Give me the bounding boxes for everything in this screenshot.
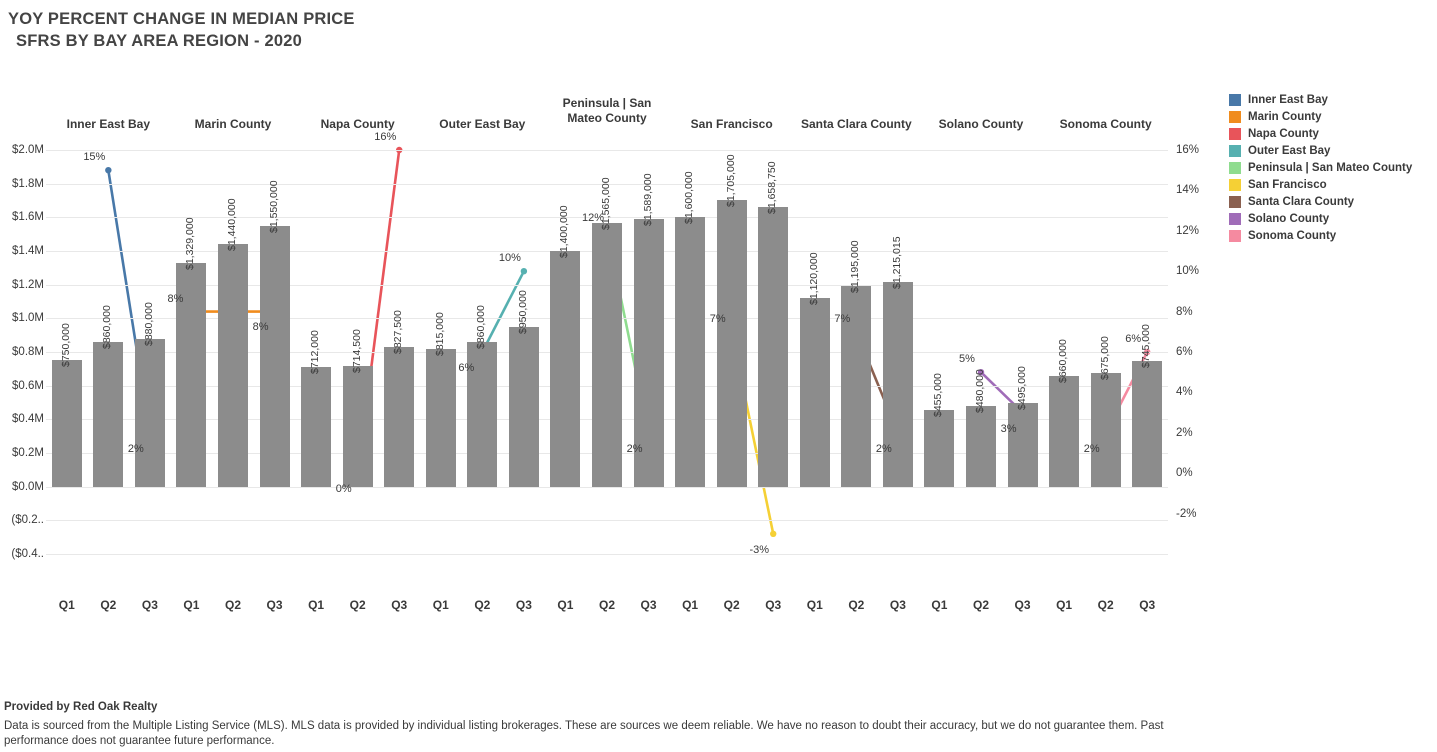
bar-value-label: $1,120,000 <box>807 252 820 306</box>
left-axis-tick: $0.8M <box>12 346 44 358</box>
x-axis-quarter-label: Q2 <box>848 598 865 612</box>
title-line-2: SFRS BY BAY AREA REGION - 2020 <box>16 32 302 51</box>
legend-label: Marin County <box>1248 111 1322 123</box>
left-axis <box>0 144 44 560</box>
legend-label: Peninsula | San Mateo County <box>1248 162 1413 174</box>
chart-plot-area <box>46 131 1168 556</box>
left-axis-tick: $1.0M <box>12 312 44 325</box>
page-title <box>8 8 355 53</box>
left-axis-tick: $0.2M <box>12 447 44 459</box>
right-axis-tick: 6% <box>1176 346 1193 358</box>
percent-change-label: 2% <box>626 442 643 455</box>
bar-value-label: $1,658,750 <box>766 161 779 215</box>
legend-label: San Francisco <box>1248 179 1327 191</box>
x-axis-quarter-label: Q2 <box>224 598 241 612</box>
bar-value-label: $1,400,000 <box>558 205 571 258</box>
x-axis-quarter-label: Q3 <box>1139 598 1156 612</box>
bar-value-label: $815,000 <box>433 312 446 357</box>
bar <box>1132 361 1162 486</box>
bar-value-label: $675,000 <box>1098 336 1111 381</box>
bar <box>883 282 913 487</box>
percent-change-label: 6% <box>1125 333 1142 345</box>
legend-label: Solano County <box>1248 213 1330 225</box>
legend-item[interactable] <box>1229 145 1437 157</box>
bar <box>675 217 705 486</box>
bar <box>426 349 456 486</box>
bar <box>509 327 539 487</box>
bar <box>758 207 788 486</box>
bar-value-label: $1,565,000 <box>600 177 612 231</box>
bar <box>1049 376 1079 487</box>
legend-item[interactable] <box>1229 128 1437 140</box>
bar-value-label: $714,500 <box>350 329 363 374</box>
x-axis-quarter-label: Q2 <box>598 598 615 612</box>
group-header: Santa Clara County <box>800 117 912 131</box>
gridline <box>46 520 1168 521</box>
x-axis-quarter-label: Q1 <box>308 598 325 612</box>
left-axis-tick: $1.4M <box>12 245 44 257</box>
bar <box>52 360 82 486</box>
left-axis-tick: $2.0M <box>12 144 44 156</box>
bar-value-label: $827,500 <box>392 310 405 355</box>
group-header: Sonoma County <box>1059 117 1152 131</box>
legend-label: Santa Clara County <box>1248 196 1355 208</box>
bar-value-label: $1,195,000 <box>849 239 862 293</box>
group-header: Solano County <box>938 117 1024 131</box>
group-header: Outer East Bay <box>439 117 526 131</box>
bar <box>592 223 622 486</box>
bar-value-label: $1,705,000 <box>724 154 737 207</box>
x-axis-quarter-label: Q3 <box>640 598 657 612</box>
bar-value-label: $1,600,000 <box>683 171 696 225</box>
x-axis-quarter-label: Q1 <box>1056 598 1073 612</box>
bar-value-label: $750,000 <box>59 323 72 368</box>
x-axis-quarter-label: Q1 <box>682 598 699 612</box>
bar <box>800 298 830 487</box>
bar-value-label: $1,440,000 <box>226 198 238 252</box>
bar <box>343 366 373 486</box>
x-axis-quarter-label: Q3 <box>1014 598 1031 612</box>
bar-value-label: $455,000 <box>932 373 945 418</box>
percent-change-label: -3% <box>749 543 769 556</box>
x-axis-quarter-label: Q2 <box>723 598 740 612</box>
x-axis-quarter-label: Q3 <box>889 598 906 612</box>
legend-label: Inner East Bay <box>1248 94 1328 106</box>
legend-item[interactable] <box>1229 179 1437 191</box>
bar-value-label: $1,329,000 <box>184 217 197 270</box>
bar-value-label: $860,000 <box>101 305 114 349</box>
x-axis-quarter-label: Q2 <box>474 598 491 612</box>
percent-point <box>105 167 111 173</box>
x-axis-quarter-label: Q2 <box>972 598 989 612</box>
percent-change-label: 3% <box>1000 422 1017 435</box>
right-axis-tick: 10% <box>1176 265 1200 278</box>
legend-label: Napa County <box>1248 128 1319 140</box>
legend-item[interactable] <box>1229 94 1437 106</box>
legend-item[interactable] <box>1229 111 1437 123</box>
left-axis-tick: $1.8M <box>12 177 44 190</box>
legend-swatch-icon <box>1229 128 1241 140</box>
left-axis-tick: ($0.4.. <box>11 548 44 560</box>
bar <box>301 367 331 487</box>
x-axis-quarter-label: Q3 <box>765 598 782 612</box>
gridline <box>46 150 1168 151</box>
bar <box>93 342 123 487</box>
percent-change-label: 8% <box>167 292 184 305</box>
legend <box>1229 94 1437 247</box>
bar-value-label: $495,000 <box>1015 366 1028 411</box>
bar-value-label: $1,215,015 <box>890 236 903 290</box>
x-axis-quarter-label: Q3 <box>515 598 532 612</box>
group-header: Peninsula | San Mateo County <box>562 96 652 125</box>
legend-swatch-icon <box>1229 145 1241 157</box>
gridline <box>46 487 1168 488</box>
group-header: Marin County <box>194 117 272 131</box>
bar-value-label: $660,000 <box>1057 338 1070 383</box>
legend-item[interactable] <box>1229 230 1437 242</box>
bar <box>924 410 954 487</box>
legend-swatch-icon <box>1229 179 1241 191</box>
bar <box>550 251 580 487</box>
legend-item[interactable] <box>1229 213 1437 225</box>
legend-swatch-icon <box>1229 94 1241 106</box>
legend-swatch-icon <box>1229 213 1241 225</box>
left-axis-tick: $1.2M <box>12 278 44 291</box>
percent-point <box>770 531 776 537</box>
bar-value-label: $950,000 <box>516 289 529 334</box>
bar <box>966 406 996 487</box>
group-header: San Francisco <box>690 117 773 131</box>
legend-swatch-icon <box>1229 111 1241 123</box>
bar-value-label: $480,000 <box>974 369 986 413</box>
left-axis-tick: ($0.2.. <box>11 514 44 527</box>
percent-point <box>521 268 527 274</box>
x-axis-quarter-label: Q2 <box>349 598 366 612</box>
group-header: Napa County <box>320 117 395 131</box>
x-axis-quarter-label: Q1 <box>931 598 948 612</box>
x-axis-quarter-label: Q2 <box>1097 598 1114 612</box>
right-axis <box>1176 144 1236 554</box>
title-line-1: YOY PERCENT CHANGE IN MEDIAN PRICE <box>8 10 355 28</box>
percent-change-label: 0% <box>335 483 352 496</box>
percent-change-label: 16% <box>374 131 397 143</box>
x-axis-quarter-label: Q2 <box>100 598 117 612</box>
right-axis-tick: 12% <box>1176 224 1200 237</box>
left-axis-tick: $1.6M <box>12 211 44 224</box>
bar <box>1008 403 1038 486</box>
x-axis-quarter-label: Q3 <box>391 598 408 612</box>
bar-value-label: $745,000 <box>1140 324 1153 369</box>
right-axis-tick: 0% <box>1176 467 1193 480</box>
gridline <box>46 554 1168 555</box>
left-axis-tick: $0.0M <box>12 480 44 493</box>
legend-swatch-icon <box>1229 162 1241 174</box>
bar-value-label: $712,000 <box>309 330 322 374</box>
percent-change-label: 12% <box>581 211 605 224</box>
percent-change-label: 2% <box>875 442 892 455</box>
percent-change-label: 15% <box>83 151 106 164</box>
x-axis-quarter-label: Q3 <box>266 598 283 612</box>
right-axis-tick: 4% <box>1176 386 1193 399</box>
legend-swatch-icon <box>1229 196 1241 208</box>
legend-swatch-icon <box>1229 230 1241 242</box>
left-axis-tick: $0.6M <box>12 379 44 392</box>
bar <box>218 244 248 486</box>
x-axis-quarter-label: Q1 <box>806 598 823 612</box>
x-axis-quarter-label: Q3 <box>141 598 158 612</box>
percent-change-label: 2% <box>127 442 144 455</box>
percent-change-label: 7% <box>709 312 726 325</box>
bar <box>1091 373 1121 487</box>
footer-provider: Provided by Red Oak Realty <box>4 701 158 713</box>
x-axis-quarter-label: Q1 <box>432 598 449 612</box>
bar-value-label: $860,000 <box>475 305 488 349</box>
legend-label: Sonoma County <box>1248 230 1337 242</box>
percent-change-label: 5% <box>959 353 975 366</box>
bar <box>260 226 290 487</box>
left-axis-tick: $0.4M <box>12 413 44 426</box>
bar-value-label: $1,589,000 <box>641 173 654 227</box>
x-axis-quarter-label: Q1 <box>183 598 200 612</box>
x-axis-quarter-label: Q1 <box>58 598 75 612</box>
x-axis-quarter-label: Q1 <box>557 598 574 612</box>
right-axis-tick: 14% <box>1176 184 1200 197</box>
percent-change-label: 10% <box>498 252 521 265</box>
bar <box>717 200 747 487</box>
group-header: Inner East Bay <box>66 117 151 131</box>
percent-change-label: 7% <box>834 312 851 325</box>
footer <box>4 700 1224 750</box>
right-axis-tick: 2% <box>1176 426 1193 439</box>
bar <box>384 347 414 486</box>
percent-change-label: 8% <box>252 320 269 333</box>
legend-item[interactable] <box>1229 196 1437 208</box>
bar-value-label: $1,550,000 <box>267 180 280 233</box>
footer-disclaimer: Data is sourced from the Multiple Listing Service (MLS). MLS data is provided by individual listing brokerages. These are sources we deem reliable. We have no reason to doubt their accuracy, but we do not guarantee them. Past performance does not guarantee future performance. <box>4 719 1164 748</box>
percent-change-label: 2% <box>1083 442 1100 455</box>
legend-item[interactable] <box>1229 162 1437 174</box>
bar-value-label: $880,000 <box>142 301 155 346</box>
right-axis-tick: -2% <box>1176 507 1197 520</box>
bar <box>135 339 165 487</box>
right-axis-tick: 16% <box>1176 144 1200 156</box>
percent-change-label: 6% <box>458 362 475 374</box>
legend-label: Outer East Bay <box>1248 145 1331 157</box>
right-axis-tick: 8% <box>1176 305 1193 318</box>
